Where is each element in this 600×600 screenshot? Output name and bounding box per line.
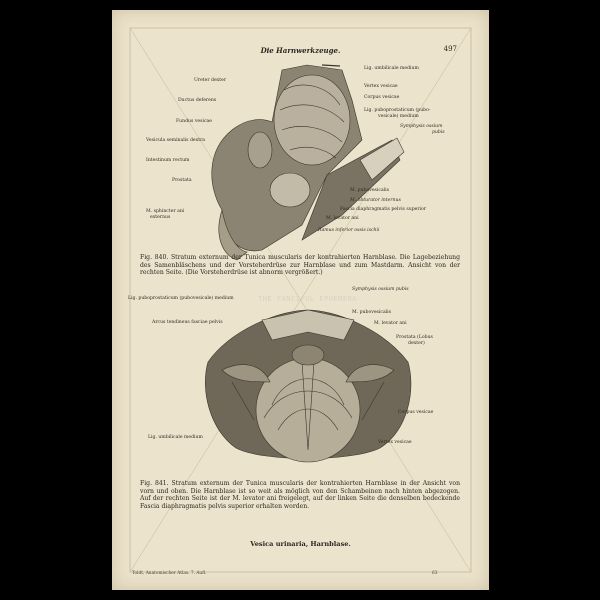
label-corpus-vesicae: Corpus vesicae — [364, 95, 400, 100]
label-sphincter-ani: M. sphincter ani — [146, 209, 185, 214]
figure-840-caption: Fig. 840. Stratum externum der Tunica muscularis der kontrahierten Harnblase. Die Lagebeziehung des Samenbläschens und der Vorsteherdrüse zur Harnblase und zum Mastdarm. Ansicht von der rechten Seite. (Die Vorsteherdrüse ist abnorm vergrößert.) — [140, 254, 460, 277]
page-number: 497 — [443, 45, 457, 53]
label-lig-umbilicale-841: Lig. umbilicale medium — [148, 435, 203, 440]
label-m-pubovesicalis-841: M. pubovesicalis — [352, 310, 391, 315]
label-m-pubovesicalis: M. pubovesicalis — [350, 188, 389, 193]
label-prostata-lobus: Prostata (Lobus — [396, 335, 433, 340]
label-symphysis-ossium-pubis: Symphysis ossium pubis — [352, 287, 409, 292]
label-lig-umbilicale-medium: Lig. umbilicale medium — [364, 66, 419, 71]
label-intestinum-rectum: Intestinum rectum — [146, 158, 190, 163]
label-symphysis-pubis: pubis — [432, 130, 445, 135]
label-ureter-dexter: Ureter dexter — [194, 78, 227, 83]
footer-plate-number: 63 — [432, 571, 438, 576]
figure-841-caption: Fig. 841. Stratum externum der Tunica muscularis der kontrahierten Harnblase in der Ansicht von vorn und oben. Die Harnblase ist so weit als möglich von den Schambeinen nach hinten abgezogen. Auf der rechten Seite ist der M. levator ani freigelegt, auf der linken Seite die denselben bedeckende Fascia diaphragmatis pelvis superior erhalten worden. — [140, 480, 460, 510]
label-fundus-vesicae: Fundus vesicae — [176, 119, 212, 124]
plate-title: Vesica urinaria, Harnblase. — [250, 540, 351, 548]
label-corpus-vesicae-841: Corpus vesicae — [398, 410, 434, 415]
label-m-obturator: M. obturator internus — [350, 198, 401, 203]
label-lig-puboprostaticum-cont: vesicale) medium — [378, 114, 419, 119]
label-vertex-vesicae: Vertex vesicae — [364, 84, 398, 89]
footer-atlas-credit: Toldt, Anatomischer Atlas. 7. Aufl. — [132, 571, 207, 576]
label-fascia-diaphragmatis: Fascia diaphragmatis pelvis superior — [340, 207, 426, 212]
label-vertex-vesicae-841: Vertex vesicae — [378, 440, 412, 445]
label-sphincter-ani-externus: externus — [150, 215, 171, 220]
label-symphysis: Symphysis ossium — [400, 124, 443, 129]
label-ductus-deferens: Ductus deferens — [178, 98, 217, 103]
watermark-text: THE FANCIFUL EPHEMERA — [258, 295, 358, 303]
label-ramus-inferior: Ramus inferior ossis ischii — [318, 228, 380, 233]
label-lig-puboprostaticum: Lig. puboprostaticum (pubo- — [364, 108, 431, 113]
label-m-levator-ani: M. levator ani — [326, 216, 359, 221]
label-lig-puboprostaticum-841: Lig. puboprostaticum (pubovesicale) medium — [128, 296, 234, 301]
label-vesicula-seminalis: Vesicula seminalis dextra — [146, 138, 206, 143]
label-prostata: Prostata — [172, 178, 192, 183]
atlas-page — [112, 10, 489, 590]
page-header-title: Die Harnwerkzeuge. — [260, 46, 341, 55]
label-arcus-tendineus: Arcus tendineus fasciae pelvis — [152, 320, 223, 325]
label-m-levator-ani-841: M. levator ani — [374, 321, 407, 326]
label-prostata-dexter: dexter) — [408, 341, 425, 346]
